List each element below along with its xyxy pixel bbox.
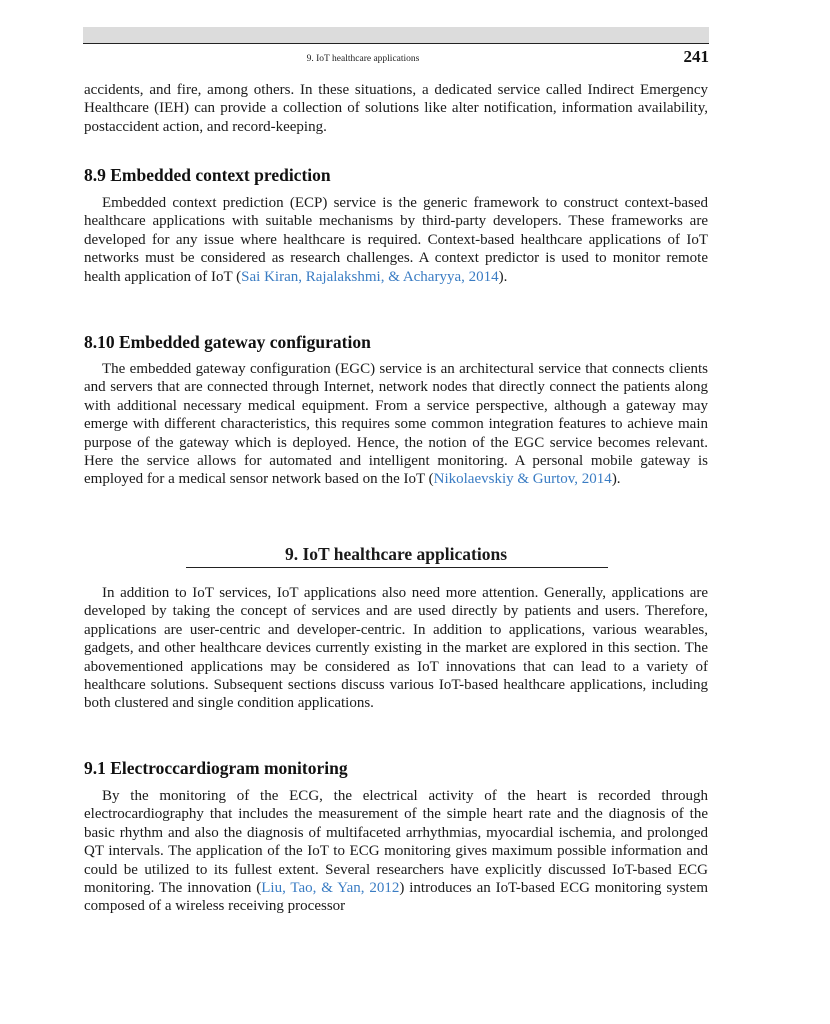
heading-9-1: 9.1 Electroccardiogram monitoring: [84, 758, 348, 778]
paragraph-8-9: [84, 194, 708, 286]
section-title-9: 9. IoT healthcare applications: [284, 544, 507, 564]
paragraph-8-10: [84, 360, 708, 489]
paragraph-8-9-text: Embedded context prediction (ECP) service is the generic framework to construct context-based healthcare applications with suitable mechanisms by third-party developers. These frameworks are developed for any issue where healthcare is required. Context-based healthcare applications of IoT networks must be considered as research challenges. A context predictor is used to monitor remote health application of IoT (: [84, 195, 708, 285]
paragraph-9-1-text: By the monitoring of the ECG, the electrical activity of the heart is recorded through electrocardiography that includes the measurement of the simple heart rate and the diagnosis of the basic rhythm and also the diagnosis of multifaceted arrhythmias, myocardial ischemia, and prolonged QT intervals. The application of the IoT to ECG monitoring gives maximum possible information and could be utilized to its fullest extent. Several researchers have explicitly discussed IoT-based ECG monitoring. The innovation (: [84, 788, 708, 897]
header-rule: [83, 43, 709, 44]
intro-paragraph: accidents, and fire, among others. In these situations, a dedicated service called Indirect Emergency Healthcare (IEH) can provide a collection of solutions like alter notification, information availability, postaccident action, and record-keeping.: [84, 82, 708, 135]
paragraph-8-9-tail: ).: [498, 268, 508, 285]
citation-link[interactable]: Nikolaevskiy & Gurtov, 2014: [433, 471, 612, 488]
heading-8-9: 8.9 Embedded context prediction: [84, 165, 331, 185]
paragraph-8-10-text: The embedded gateway configuration (EGC) service is an architectural service that connects clients and servers that are connected through Internet, network nodes that directly connect the patients along with additional necessary medical equipment. From a service perspective, although a gateway may emerge with different characteristics, this requires some common integration features to achieve main purpose of the gateway which is deployed. Hence, the notion of the EGC service becomes relevant. Here the service allows for automated and intelligent monitoring. A personal mobile gateway is employed for a medical sensor network based on the IoT (: [84, 361, 708, 488]
header-band: [83, 27, 709, 43]
paragraph-9-1: [84, 787, 708, 916]
paragraph-9: In addition to IoT services, IoT applications also need more attention. Generally, applications are developed by taking the concept of services and are used directly by patients and users. Therefore, applications are user-centric and developer-centric. In addition to applications, various wearables, gadgets, and other healthcare devices currently existing in the market are explored in this section. The abovementioned applications may be considered as IoT innovations that can lead to a variety of healthcare solutions. Subsequent sections discuss various IoT-based healthcare applications, including both clustered and single condition applications.: [84, 585, 708, 712]
citation-link[interactable]: Sai Kiran, Rajalakshmi, & Acharyya, 2014: [241, 268, 499, 285]
citation-link[interactable]: Liu, Tao, & Yan, 2012: [261, 880, 400, 897]
paragraph-8-10-tail: ).: [611, 471, 621, 488]
page-number: 241: [683, 47, 709, 66]
section-rule: [186, 567, 608, 568]
paragraph-9-1-tail: ) introduces an IoT-based ECG monitoring system composed of a wireless receiving processor: [84, 880, 708, 915]
running-head: 9. IoT healthcare applications: [306, 54, 420, 64]
heading-8-10: 8.10 Embedded gateway configuration: [84, 332, 371, 352]
